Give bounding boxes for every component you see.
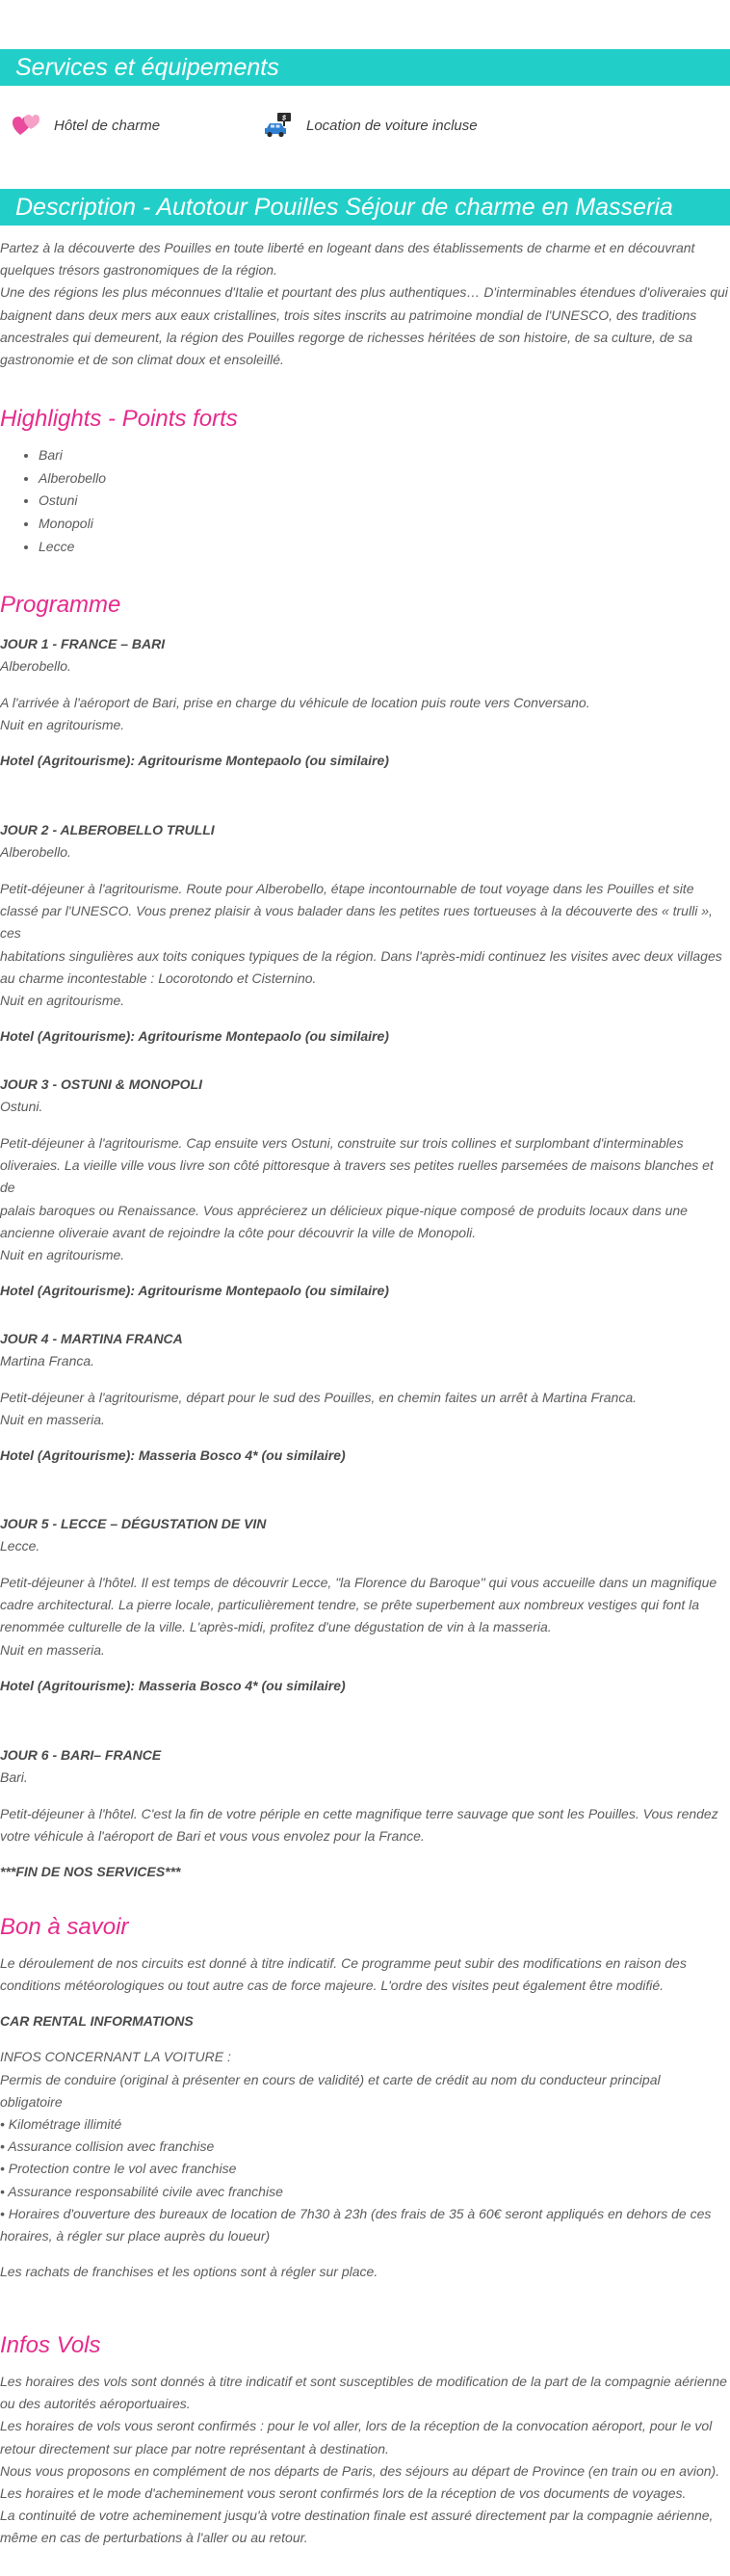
car-line: INFOS CONCERNANT LA VOITURE : (0, 2049, 231, 2065)
day-line: Petit-déjeuner à l'agritourisme. Cap ensuite vers Ostuni, construite sur trois collines et surplombant d'interminables (0, 1135, 684, 1151)
day-line: A l'arrivée à l'aéroport de Bari, prise en charge du véhicule de location puis route vers Conversano. (0, 695, 590, 710)
services-title: Services et équipements (0, 49, 730, 86)
day-line: au charme incontestable : Locorotondo et Cisternino. (0, 969, 317, 986)
rachats-text: Les rachats de franchises et les options sont à régler sur place. (0, 2264, 378, 2280)
day-place: Ostuni. (0, 1099, 43, 1114)
description-line: gastronomie et de son climat doux et ensoleillé. (0, 352, 284, 368)
day-hotel: Hotel (Agritourisme): Masseria Bosco 4* (ou similaire) (0, 1447, 346, 1464)
day-line: Petit-déjeuner à l'agritourisme, départ pour le sud des Pouilles, en chemin faites un arrêt à Martina Franca. (0, 1390, 638, 1405)
day-4 (0, 1328, 730, 1467)
day-line: habitations singulières aux toits coniques typiques de la région. Dans l'après-midi continuez les visites avec deux villages (0, 947, 722, 964)
car-line: horaires, à régler sur place auprès du loueur) (0, 2228, 271, 2244)
list-item: • Alberobello (39, 467, 730, 491)
day-2 (0, 819, 730, 1048)
car-line: obligatoire (0, 2093, 63, 2110)
list-item: • Lecce (39, 536, 730, 559)
svg-text:$: $ (282, 115, 286, 122)
infos-vols-section (0, 2332, 730, 2550)
infos-vols-title: Infos Vols (0, 2332, 101, 2358)
day-title: JOUR 3 - OSTUNI & MONOPOLI (0, 1076, 203, 1092)
services-section (0, 49, 730, 151)
intro-line: Le déroulement de nos circuits est donné à titre indicatif. Ce programme peut subir des modifications en raison des (0, 1955, 687, 1971)
day-title: JOUR 1 - FRANCE – BARI (0, 636, 166, 651)
service-label-car: Location de voiture incluse (306, 117, 478, 134)
list-item: • Ostuni (39, 490, 730, 513)
day-line: oliveraies. La vieille ville vous livre son côté pittoresque à travers ses petites ruelles parsemées de maisons blanches et de (0, 1157, 714, 1196)
day-title: JOUR 4 - MARTINA FRANCA (0, 1331, 183, 1346)
description-line: Une des régions les plus méconnues d'Italie et pourtant des plus authentiques… D'interminables étendues d'oliveraies qui (0, 284, 728, 301)
description-line: Partez à la découverte des Pouilles en toute liberté en logeant dans des établissements de charme et en découvrant (0, 240, 695, 255)
car-line: • Protection contre le vol avec franchise (0, 2161, 237, 2177)
description-title: Description - Autotour Pouilles Séjour de charme en Masseria (0, 189, 730, 226)
day-6 (0, 1744, 730, 1883)
bon-a-savoir-section (0, 1914, 730, 2283)
day-place: Alberobello. (0, 658, 71, 674)
car-line: • Assurance collision avec franchise (0, 2138, 215, 2155)
list-item: • Bari (39, 444, 730, 467)
programme-title: Programme (0, 592, 121, 618)
intro-line: conditions météorologiques ou tout autre cas de force majeure. L'ordre des visites peut également être modifié. (0, 1978, 665, 1994)
day-line: ancienne oliveraie avant de rejoindre la côte pour découvrir la ville de Monopoli. (0, 1224, 477, 1240)
day-line: palais baroques ou Renaissance. Vous apprécierez un délicieux pique-nique composé de produits locaux dans une (0, 1202, 688, 1218)
day-1 (0, 633, 730, 772)
day-line: Petit-déjeuner à l'hôtel. Il est temps de découvrir Lecce, "la Florence du Baroque" qui vous accueille dans un magnifique (0, 1575, 717, 1590)
vols-line: même en cas de perturbations à l'aller ou au retour. (0, 2530, 308, 2546)
description-line: baignent dans deux mers aux eaux cristallines, trois sites inscrits au patrimoine mondial de l'UNESCO, des traditions (0, 306, 697, 323)
day-place: Alberobello. (0, 844, 71, 860)
hearts-icon (12, 111, 40, 140)
day-line: Nuit en agritourisme. (0, 993, 125, 1009)
day-line: Petit-déjeuner à l'hôtel. C'est la fin de votre périple en cette magnifique terre sauvage que sont les Pouilles. Vous rendez (0, 1806, 718, 1821)
programme-section (0, 592, 730, 619)
services-list (0, 99, 730, 151)
day-hotel: Hotel (Agritourisme): Agritourisme Montepaolo (ou similaire) (0, 753, 389, 769)
car-line: • Horaires d'ouverture des bureaux de location de 7h30 à 23h (des frais de 35 à 60€ seront appliqués en dehors de ces (0, 2205, 712, 2221)
vols-line: Les horaires des vols sont donnés à titre indicatif et sont susceptibles de modification de la part de la compagnie aérienne (0, 2374, 727, 2389)
vols-line: retour directement sur place par notre représentant à destination. (0, 2440, 389, 2456)
day-place: Martina Franca. (0, 1353, 95, 1368)
day-5 (0, 1513, 730, 1697)
vols-line: Les horaires et le mode d'acheminement vous seront confirmés lors de la réception de vos documents de voyages. (0, 2485, 687, 2502)
day-hotel: Hotel (Agritourisme): Agritourisme Montepaolo (ou similaire) (0, 1283, 389, 1299)
highlights-list (0, 444, 730, 559)
day-title: JOUR 6 - BARI– FRANCE (0, 1747, 162, 1763)
car-line: • Assurance responsabilité civile avec franchise (0, 2183, 283, 2199)
highlights-title: Highlights - Points forts (0, 406, 238, 432)
vols-line: ou des autorités aéroportuaires. (0, 2396, 191, 2412)
service-item-car (264, 111, 478, 140)
day-line: Nuit en agritourisme. (0, 717, 125, 733)
highlights-section (0, 406, 730, 559)
day-line: Nuit en agritourisme. (0, 1247, 125, 1263)
vols-line: Les horaires de vols vous seront confirmés : pour le vol aller, lors de la réception de la convocation aéroport, pour le vol (0, 2418, 713, 2434)
day-line: Petit-déjeuner à l'agritourisme. Route pour Alberobello, étape incontournable de tout voyage dans les Pouilles et site (0, 881, 694, 896)
description-line: quelques trésors gastronomiques de la région. (0, 262, 277, 279)
day-line: cadre architectural. La pierre locale, particulièrement tendre, se prête superbement aux nombreux vestiges qui font la (0, 1597, 700, 1613)
car-rental-icon (264, 111, 293, 140)
day-title: JOUR 2 - ALBEROBELLO TRULLI (0, 822, 215, 837)
description-section (0, 189, 730, 371)
day-hotel: Hotel (Agritourisme): Masseria Bosco 4* (ou similaire) (0, 1677, 346, 1693)
day-line: renommée culturelle de la ville. L'après-midi, profitez d'une dégustation de vin à la masseria. (0, 1619, 552, 1635)
vols-line: La continuité de votre acheminement jusqu'à votre destination finale est assuré directement par la compagnie aérienne, (0, 2508, 714, 2524)
day-place: Bari. (0, 1769, 28, 1785)
day-place: Lecce. (0, 1538, 40, 1554)
day-title: JOUR 5 - LECCE – DÉGUSTATION DE VIN (0, 1516, 267, 1531)
day-line: votre véhicule à l'aéroport de Bari et vous vous envolez pour la France. (0, 1828, 425, 1845)
bon-a-savoir-title: Bon à savoir (0, 1914, 129, 1940)
service-item-hotel (12, 111, 264, 140)
vols-line: Nous vous proposons en complément de nos départs de Paris, des séjours au départ de Province (en train ou en avion). (0, 2462, 720, 2479)
car-rental-title: CAR RENTAL INFORMATIONS (0, 2013, 194, 2030)
car-line: • Kilométrage illimité (0, 2116, 122, 2133)
day-3 (0, 1074, 730, 1302)
day-hotel: Hotel (Agritourisme): Agritourisme Montepaolo (ou similaire) (0, 1028, 389, 1045)
description-line: ancestrales qui demeurent, la région des Pouilles regorge de richesses héritées de son histoire, de sa culture, de sa (0, 329, 693, 345)
end-of-services: ***FIN DE NOS SERVICES*** (0, 1864, 181, 1880)
description-text (0, 237, 730, 371)
day-line: classé par l'UNESCO. Vous prenez plaisir à vous balader dans les petites rues tortueuses à la découverte des « trulli », ces (0, 903, 713, 942)
service-label-hotel: Hôtel de charme (54, 117, 161, 134)
list-item: • Monopoli (39, 513, 730, 536)
day-line: Nuit en masseria. (0, 1412, 105, 1428)
car-line: Permis de conduire (original à présenter en cours de validité) et carte de crédit au nom du conducteur principal (0, 2071, 661, 2087)
day-line: Nuit en masseria. (0, 1641, 105, 1658)
